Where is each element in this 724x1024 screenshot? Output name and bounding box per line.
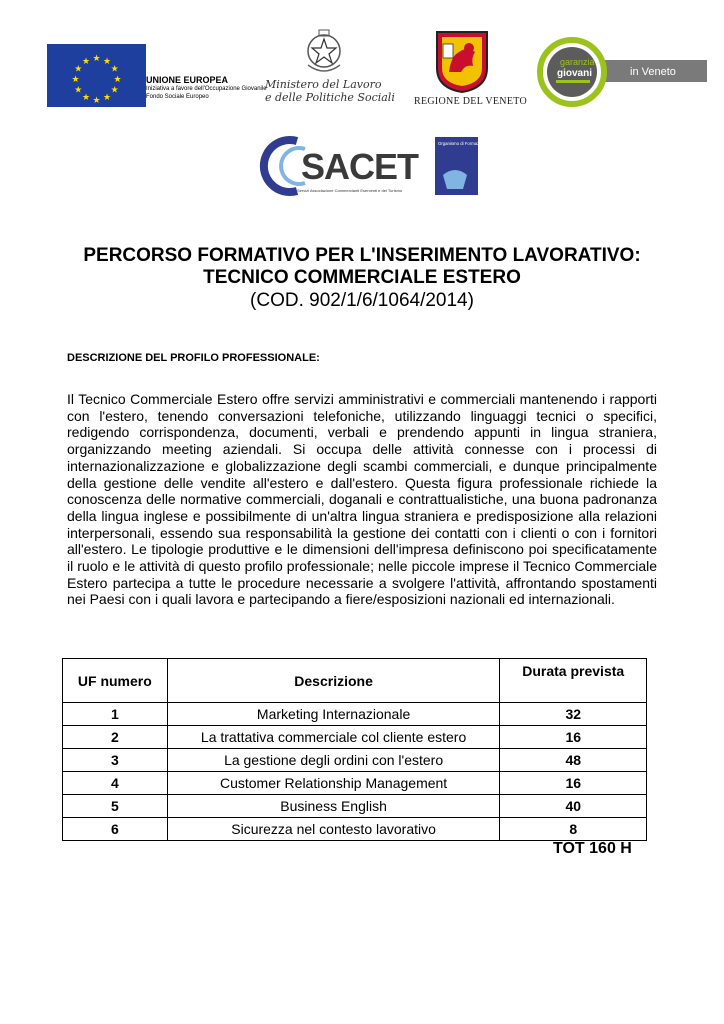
eu-caption xyxy=(146,75,276,101)
uf-duration: 16 xyxy=(500,772,647,795)
gg-brand-1: garanzia xyxy=(560,57,595,67)
uf-description: Business English xyxy=(167,795,500,818)
table-row xyxy=(63,818,647,841)
title-line-1: PERCORSO FORMATIVO PER L'INSERIMENTO LAVORATIVO: xyxy=(83,245,641,266)
svg-text:★: ★ xyxy=(74,85,83,96)
table-header-row xyxy=(63,659,647,703)
uf-duration: 8 xyxy=(500,818,647,841)
uf-description: Customer Relationship Management xyxy=(167,772,500,795)
gg-brand-2: giovani xyxy=(557,68,593,79)
table-row xyxy=(63,703,647,726)
veneto-lion-logo xyxy=(433,28,491,94)
sacet-badge-text: Organismo di Formazione accreditato dalla Regione del Veneto xyxy=(438,141,559,146)
uf-description: Sicurezza nel contesto lavorativo xyxy=(167,818,500,841)
sacet-logo xyxy=(275,135,559,197)
eu-subtitle xyxy=(146,85,276,101)
table-row xyxy=(63,749,647,772)
gg-tag: in Veneto xyxy=(630,66,676,78)
table-row xyxy=(63,726,647,749)
sacet-name: SACET xyxy=(301,146,419,187)
uf-number: 5 xyxy=(63,795,168,818)
uf-description: Marketing Internazionale xyxy=(167,703,500,726)
svg-text:★: ★ xyxy=(92,54,101,64)
total-hours: TOT 160 H xyxy=(553,840,632,857)
uf-number: 4 xyxy=(63,772,168,795)
sacet-subtitle: Servizi Associazione Commercianti Esercenti e del Turismo xyxy=(297,188,403,193)
uf-number: 2 xyxy=(63,726,168,749)
table-row xyxy=(63,795,647,818)
header-duration: Durata prevista xyxy=(500,659,647,703)
course-code: (COD. 902/1/6/1064/2014) xyxy=(250,290,474,311)
eu-title: UNIONE EUROPEA xyxy=(146,75,229,85)
svg-text:★: ★ xyxy=(81,93,91,104)
profile-description: Il Tecnico Commerciale Estero offre servizi amministrativi e commerciali mantenendo i rapporti con l'estero, tenendo conversazioni telefoniche, utilizzando linguaggi tecnici o specifici, redigendo corrispondenza, documenti, verbali e prendendo appunti in lingua straniera, organizzando meeting aziendali. Si occupa delle attività connesse con i processi di internazionalizzazione e globalizzazione degli scambi commerciali, e dunque principalmente della gestione delle vendite all'estero e dall'estero. Questa figura professionale richiede la conoscenza delle normative commerciali, doganali e contrattualistiche, una buona padronanza della lingua inglese e possibilmente di un'altra lingua straniera e predisposizione alla relazioni interpersonali, essendo sua responsabilità la gestione dei contatti con i clienti o con i fornitori all'estero. Le tipologie produttive e le dimensioni dell'impresa definiscono poi specificatamente il ruolo e le attività di questo profilo professionale; nelle piccole imprese il Tecnico Commerciale Estero partecipa a tutte le procedure necessarie a svolgere l'attività, affrontando spostamenti nei Paesi con i quali lavora e partecipando a fiere/esposizioni nazionali ed internazionali. xyxy=(67,391,657,608)
svg-text:★: ★ xyxy=(102,56,112,67)
svg-text:★: ★ xyxy=(110,85,119,96)
svg-text:★: ★ xyxy=(92,96,101,106)
svg-text:★: ★ xyxy=(102,93,112,104)
uf-duration: 16 xyxy=(500,726,647,749)
uf-number: 6 xyxy=(63,818,168,841)
svg-text:★: ★ xyxy=(74,64,83,75)
garanzia-giovani-logo xyxy=(535,38,710,108)
uf-table xyxy=(62,658,647,841)
italian-emblem-logo xyxy=(302,27,346,77)
eu-flag-logo xyxy=(47,44,146,107)
eu-subtitle-line2: Fondo Sociale Europeo xyxy=(146,94,209,100)
svg-text:★: ★ xyxy=(113,75,122,85)
uf-duration: 40 xyxy=(500,795,647,818)
uf-number: 1 xyxy=(63,703,168,726)
header-uf-number: UF numero xyxy=(63,659,168,703)
ministry-line1: Ministero del Lavoro xyxy=(265,78,382,91)
uf-description: La gestione degli ordini con l'estero xyxy=(167,749,500,772)
ministry-caption xyxy=(265,78,395,104)
eu-subtitle-line1: Iniziativa a favore dell'Occupazione Giovanile xyxy=(146,86,267,92)
svg-text:★: ★ xyxy=(81,56,91,67)
header-description: Descrizione xyxy=(167,659,500,703)
svg-text:★: ★ xyxy=(71,75,80,85)
svg-text:★: ★ xyxy=(110,64,119,75)
uf-description: La trattativa commerciale col cliente estero xyxy=(167,726,500,749)
uf-duration: 32 xyxy=(500,703,647,726)
table-row xyxy=(63,772,647,795)
uf-number: 3 xyxy=(63,749,168,772)
region-caption: REGIONE DEL VENETO xyxy=(414,96,527,107)
title-line-2: TECNICO COMMERCIALE ESTERO xyxy=(203,267,521,288)
ministry-line2: e delle Politiche Sociali xyxy=(265,91,395,104)
uf-duration: 48 xyxy=(500,749,647,772)
section-heading: DESCRIZIONE DEL PROFILO PROFESSIONALE: xyxy=(67,352,320,364)
